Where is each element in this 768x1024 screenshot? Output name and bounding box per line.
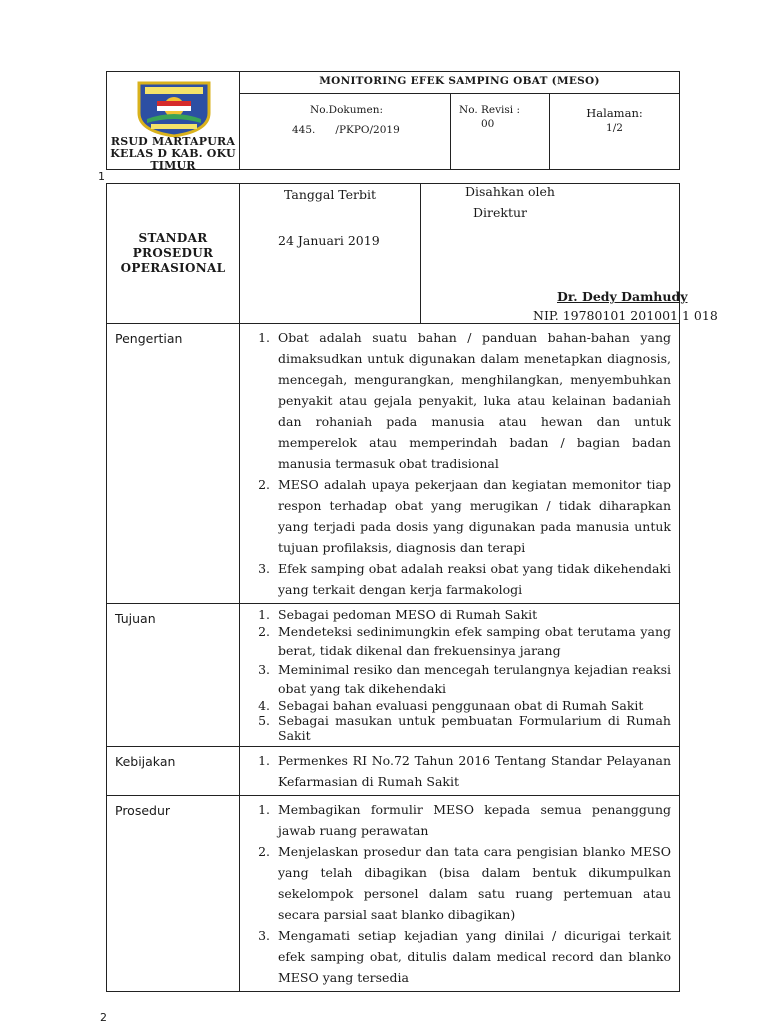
list-item: 1. Obat adalah suatu bahan / panduan bahan-bahan yang dimaksudkan untuk digunakan dalam menetapkan diagnosis, mencegah, mengurangkan, menghilangkan, menyembuhkan penyakit atau gejala penyakit, luka atau kelainan badaniah dan rohaniah pada manusia atau hewan dan untuk memperelok atau memperindah badan / bagian badan manusia termasuk obat tradisional <box>274 327 671 474</box>
revision-cell <box>451 94 550 170</box>
section-label: Pengertian <box>107 324 240 604</box>
hospital-name-line: TIMUR <box>150 159 196 172</box>
document-title: MONITORING EFEK SAMPING OBAT (MESO) <box>240 72 680 94</box>
spo-label-cell <box>107 184 240 324</box>
list-item: 4. Sebagai bahan evaluasi penggunaan obat di Rumah Sakit <box>274 698 671 713</box>
spo-label-line: OPERASIONAL <box>120 261 226 275</box>
section-content <box>240 796 680 992</box>
list-item: 2. Mendeteksi sedinimungkin efek samping obat terutama yang berat, tidak dikenal dan frekuensinya jarang <box>274 622 671 660</box>
signer-nip: NIP. 19780101 201001 1 018 <box>533 308 718 323</box>
hospital-name-line: RSUD MARTAPURA <box>110 135 236 148</box>
list-item: 2. MESO adalah upaya pekerjaan dan kegiatan memonitor tiap respon terhadap obat yang merugikan / tidak diharapkan yang terjadi pada dosis yang digunakan pada manusia untuk tujuan profilaksis, diagnosis dan terapi <box>274 474 671 558</box>
spo-label <box>107 231 239 276</box>
list-item: 2. Menjelaskan prosedur dan tata cara pengisian blanko MESO yang telah dibagikan (bisa dalam bentuk dikumpulkan sekelompok personel dalam satu ruang pertemuan atau secara parsial saat blanko dibagikan) <box>274 841 671 925</box>
issue-date-cell <box>240 184 421 324</box>
logo-cell <box>107 72 240 170</box>
issue-date-value: 24 Januari 2019 <box>278 233 380 248</box>
hospital-name-line: KELAS D KAB. OKU <box>110 147 236 160</box>
list-item: 5. Sebagai masukan untuk pembuatan Formularium di Rumah Sakit <box>274 713 671 743</box>
page-cell <box>550 94 680 170</box>
section-tujuan <box>107 604 680 747</box>
shield-emblem-icon <box>135 79 213 137</box>
pengertian-list <box>248 327 671 600</box>
section-content <box>240 604 680 747</box>
section-kebijakan <box>107 747 680 796</box>
section-content <box>240 324 680 604</box>
page-marker-bottom: 2 <box>100 1011 107 1024</box>
approved-role: Direktur <box>473 205 528 220</box>
revision-value: 00 <box>481 118 495 130</box>
prosedur-list <box>248 799 671 988</box>
doc-number-label: No.Dokumen: <box>310 104 383 116</box>
page-marker-top: 1 <box>98 170 105 183</box>
doc-number-cell <box>240 94 451 170</box>
list-item: 3. Efek samping obat adalah reaksi obat yang tidak dikehendaki yang terkait dengan kerja farmakologi <box>274 558 671 600</box>
list-item: 3. Mengamati setiap kejadian yang dinilai / dicurigai terkait efek samping obat, ditulis dalam medical record dan blanko MESO yang tersedia <box>274 925 671 988</box>
signer-name: Dr. Dedy Damhudy <box>557 289 688 304</box>
kebijakan-list <box>248 750 671 792</box>
list-item: 1. Membagikan formulir MESO kepada semua penanggung jawab ruang perawatan <box>274 799 671 841</box>
document-header-table <box>106 71 680 170</box>
approval-cell <box>421 184 718 324</box>
page-label: Halaman: <box>586 106 643 120</box>
section-content <box>240 747 680 796</box>
spo-table <box>106 183 718 992</box>
page-value: 1/2 <box>606 122 623 134</box>
section-label: Kebijakan <box>107 747 240 796</box>
approved-label: Disahkan oleh <box>465 184 555 199</box>
hospital-name <box>107 136 239 172</box>
regency-logo <box>135 79 213 137</box>
spo-label-line: STANDAR <box>138 231 208 245</box>
section-label: Prosedur <box>107 796 240 992</box>
list-item: 1. Sebagai pedoman MESO di Rumah Sakit <box>274 607 671 622</box>
doc-number-value: 445. /PKPO/2019 <box>292 124 400 136</box>
section-pengertian <box>107 324 680 604</box>
spo-label-line: PROSEDUR <box>132 246 214 260</box>
revision-label: No. Revisi : <box>459 104 521 116</box>
issue-date-label: Tanggal Terbit <box>284 187 377 202</box>
section-label: Tujuan <box>107 604 240 747</box>
tujuan-list <box>248 607 671 743</box>
list-item: 1. Permenkes RI No.72 Tahun 2016 Tentang Standar Pelayanan Kefarmasian di Rumah Sakit <box>274 750 671 792</box>
section-prosedur <box>107 796 680 992</box>
list-item: 3. Meminimal resiko dan mencegah terulangnya kejadian reaksi obat yang tak dikehendaki <box>274 660 671 698</box>
